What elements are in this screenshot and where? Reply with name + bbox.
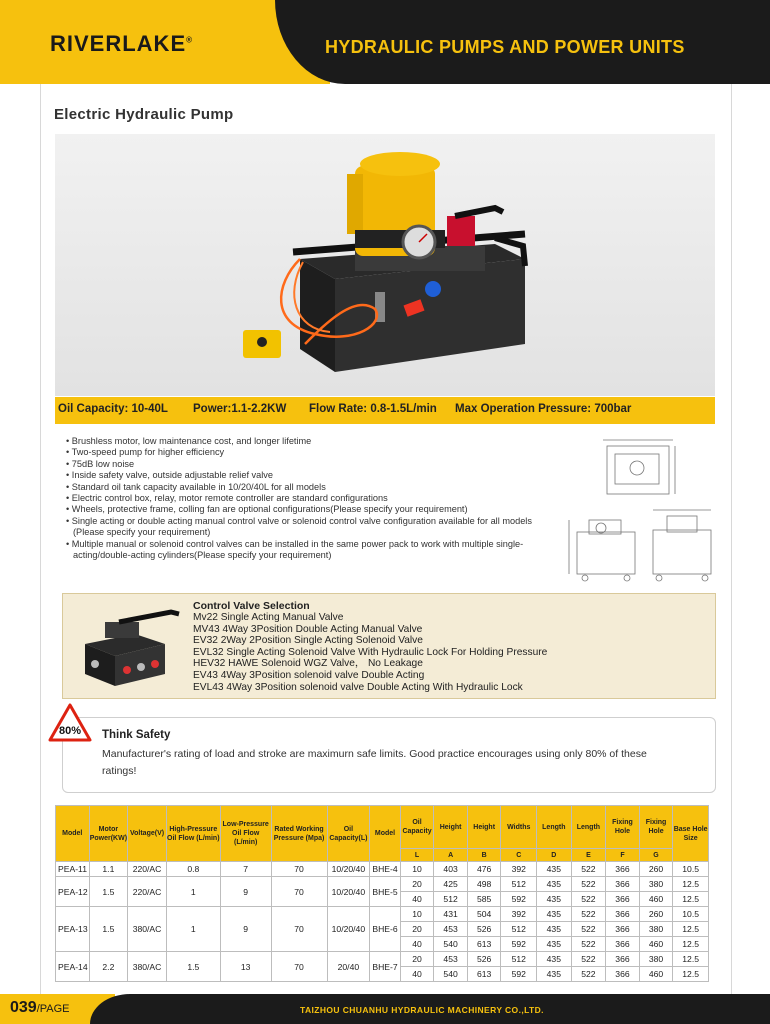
cell-dimension: 460 <box>639 892 673 907</box>
cell-dimension: 12.5 <box>673 922 709 937</box>
cell-dimension: 435 <box>537 952 572 967</box>
cell-dimension: 435 <box>537 877 572 892</box>
col-oil-capacity: Oil Capacity(L) <box>327 806 370 862</box>
cell-dimension: 613 <box>467 937 501 952</box>
cell-dimension: 540 <box>434 937 468 952</box>
cell-dimension: 366 <box>606 967 640 982</box>
cell-dimension: 403 <box>434 862 468 877</box>
specifications-table <box>55 805 709 982</box>
cell-tank-model: BHE-5 <box>370 877 401 907</box>
cell-dimension: 522 <box>571 862 606 877</box>
cell-dimension: 592 <box>501 937 537 952</box>
cell-dimension: 12.5 <box>673 967 709 982</box>
cell-dimension: 435 <box>537 892 572 907</box>
cell-dimension: 366 <box>606 892 640 907</box>
spec-bar <box>55 397 715 424</box>
cell-high: 1 <box>166 907 220 952</box>
letter-cell: D <box>537 849 572 862</box>
cell-tank-model: BHE-6 <box>370 907 401 952</box>
cell-dimension: 522 <box>571 877 606 892</box>
letter-cell: E <box>571 849 606 862</box>
valve-option: EV32 2Way 2Position Single Acting Solenoid Valve <box>193 635 423 647</box>
cell-dimension: 460 <box>639 967 673 982</box>
cell-dimension: 40 <box>400 967 434 982</box>
pump-illustration <box>55 134 715 396</box>
table-body <box>56 862 709 982</box>
col-low-pressure-flow: Low-Pressure Oil Flow (L/min) <box>220 806 271 862</box>
cell-dimension: 392 <box>501 862 537 877</box>
valve-option: EV43 4Way 3Position solenoid valve Double Acting <box>193 669 425 681</box>
letter-cell: L <box>400 849 434 862</box>
cell-dimension: 613 <box>467 967 501 982</box>
cell-dimension: 540 <box>434 967 468 982</box>
cell-dimension: 522 <box>571 937 606 952</box>
cell-motor: 1.5 <box>89 907 128 952</box>
table-row <box>56 862 709 877</box>
cell-motor: 1.1 <box>89 862 128 877</box>
cell-dimension: 592 <box>501 892 537 907</box>
cell-voltage: 220/AC <box>128 862 167 877</box>
cell-dimension: 366 <box>606 937 640 952</box>
dimension-drawings <box>555 432 720 592</box>
cell-dimension: 512 <box>501 877 537 892</box>
col-voltage: Voltage(V) <box>128 806 167 862</box>
safety-text: Manufacturer's rating of load and stroke are maximurn safe limits. Good practice encourages using only 80% of these ratings! <box>102 748 647 777</box>
page-number-value: 039 <box>10 999 37 1016</box>
cell-model: PEA-13 <box>56 907 90 952</box>
cell-pressure: 70 <box>271 907 327 952</box>
cell-pressure: 70 <box>271 862 327 877</box>
cell-dimension: 526 <box>467 922 501 937</box>
cell-low: 9 <box>220 877 271 907</box>
cell-dimension: 522 <box>571 907 606 922</box>
cell-dimension: 460 <box>639 937 673 952</box>
col-fixing-hole-f: Fixing Hole <box>606 806 640 849</box>
table-header-row <box>56 806 709 849</box>
safety-title: Think Safety <box>102 729 171 741</box>
col-height-a: Height <box>434 806 468 849</box>
cell-dimension: 435 <box>537 922 572 937</box>
cell-dimension: 392 <box>501 907 537 922</box>
cell-voltage: 380/AC <box>128 952 167 982</box>
cell-motor: 2.2 <box>89 952 128 982</box>
cell-dimension: 592 <box>501 967 537 982</box>
cell-dimension: 522 <box>571 967 606 982</box>
cell-dimension: 260 <box>639 907 673 922</box>
header-title: HYDRAULIC PUMPS AND POWER UNITS <box>325 37 685 57</box>
cell-dimension: 12.5 <box>673 877 709 892</box>
cell-dimension: 380 <box>639 922 673 937</box>
cell-dimension: 431 <box>434 907 468 922</box>
cell-dimension: 453 <box>434 922 468 937</box>
cell-dimension: 20 <box>400 922 434 937</box>
col-motor-power: Motor Power(KW) <box>89 806 128 862</box>
cell-capacity: 20/40 <box>327 952 370 982</box>
cell-dimension: 522 <box>571 952 606 967</box>
cell-dimension: 435 <box>537 862 572 877</box>
company-name: TAIZHOU CHUANHU HYDRAULIC MACHINERY CO.,LTD. <box>300 1005 544 1015</box>
cell-dimension: 366 <box>606 922 640 937</box>
cell-dimension: 10.5 <box>673 907 709 922</box>
col-base-hole-size: Base Hole Size <box>673 806 709 862</box>
cell-dimension: 10.5 <box>673 862 709 877</box>
cell-dimension: 526 <box>467 952 501 967</box>
cell-capacity: 10/20/40 <box>327 862 370 877</box>
table-row <box>56 877 709 892</box>
valve-option: EVL32 Single Acting Solenoid Valve With Hydraulic Lock For Holding Pressure <box>193 646 548 658</box>
spec-power: Power:1.1-2.2KW <box>193 403 287 415</box>
cell-motor: 1.5 <box>89 877 128 907</box>
cell-pressure: 70 <box>271 952 327 982</box>
cell-dimension: 10 <box>400 907 434 922</box>
table-row <box>56 907 709 922</box>
cell-model: PEA-12 <box>56 877 90 907</box>
cell-dimension: 366 <box>606 877 640 892</box>
cell-dimension: 12.5 <box>673 892 709 907</box>
letter-cell: G <box>639 849 673 862</box>
col-length-e: Length <box>571 806 606 849</box>
cell-dimension: 435 <box>537 967 572 982</box>
cell-dimension: 504 <box>467 907 501 922</box>
feature-item: • Multiple manual or solenoid control valves can be installed in the same power pack to work with multiple single-acting/double-acting cylinders(Please specify your requirement) <box>66 539 536 562</box>
col-rated-pressure: Rated Working Pressure (Mpa) <box>271 806 327 862</box>
letter-cell: F <box>606 849 640 862</box>
valve-option: MV43 4Way 3Position Double Acting Manual Valve <box>193 623 423 635</box>
col-high-pressure-flow: High-Pressure Oil Flow (L/min) <box>166 806 220 862</box>
col-oil-capacity-2: Oil Capacity <box>400 806 434 849</box>
page-number <box>10 999 70 1017</box>
registered-mark: ® <box>186 35 194 45</box>
valve-option: HEV32 HAWE Solenoid WGZ Valve， No Leakage <box>193 658 423 670</box>
cell-dimension: 476 <box>467 862 501 877</box>
spec-oil-capacity: Oil Capacity: 10-40L <box>58 403 168 415</box>
cell-tank-model: BHE-4 <box>370 862 401 877</box>
cell-dimension: 498 <box>467 877 501 892</box>
cell-tank-model: BHE-7 <box>370 952 401 982</box>
cell-model: PEA-14 <box>56 952 90 982</box>
letter-cell: A <box>434 849 468 862</box>
safety-badge-text: 80% <box>58 725 82 737</box>
spec-flow-rate: Flow Rate: 0.8-1.5L/min <box>309 403 437 415</box>
cell-voltage: 380/AC <box>128 907 167 952</box>
col-height-b: Height <box>467 806 501 849</box>
feature-item: • Two-speed pump for higher efficiency <box>66 447 536 458</box>
cell-model: PEA-11 <box>56 862 90 877</box>
cell-dimension: 20 <box>400 952 434 967</box>
valve-option: EVL43 4Way 3Position solenoid valve Double Acting With Hydraulic Lock <box>193 681 523 693</box>
cell-dimension: 12.5 <box>673 952 709 967</box>
cell-dimension: 380 <box>639 877 673 892</box>
feature-item: • 75dB low noise <box>66 459 536 470</box>
cell-dimension: 585 <box>467 892 501 907</box>
cell-dimension: 435 <box>537 907 572 922</box>
warning-triangle-icon <box>48 703 92 743</box>
cell-low: 13 <box>220 952 271 982</box>
cell-pressure: 70 <box>271 877 327 907</box>
page-suffix: /PAGE <box>36 1003 70 1015</box>
table-row <box>56 952 709 967</box>
col-model: Model <box>56 806 90 862</box>
spec-max-pressure: Max Operation Pressure: 700bar <box>455 403 632 415</box>
feature-item: • Electric control box, relay, motor remote controller are standard configurations <box>66 493 536 504</box>
cell-dimension: 425 <box>434 877 468 892</box>
cell-dimension: 366 <box>606 862 640 877</box>
cell-low: 9 <box>220 907 271 952</box>
feature-item: • Brushless motor, low maintenance cost, and longer lifetime <box>66 436 536 447</box>
cell-dimension: 512 <box>434 892 468 907</box>
cell-dimension: 512 <box>501 922 537 937</box>
cell-dimension: 20 <box>400 877 434 892</box>
cell-dimension: 435 <box>537 937 572 952</box>
cell-dimension: 522 <box>571 892 606 907</box>
feature-item: • Single acting or double acting manual control valve or solenoid control valve configuration available for all models (Please specify your requirement) <box>66 516 536 539</box>
col-width: Widths <box>501 806 537 849</box>
cell-low: 7 <box>220 862 271 877</box>
col-fixing-hole-g: Fixing Hole <box>639 806 673 849</box>
cell-dimension: 380 <box>639 952 673 967</box>
control-valve-title: Control Valve Selection <box>193 600 310 612</box>
feature-item: • Standard oil tank capacity available in 10/20/40L for all models <box>66 482 536 493</box>
cell-dimension: 453 <box>434 952 468 967</box>
valve-option: Mv22 Single Acting Manual Valve <box>193 612 344 623</box>
cell-dimension: 40 <box>400 892 434 907</box>
cell-dimension: 12.5 <box>673 937 709 952</box>
control-valve-list <box>193 612 547 693</box>
cell-voltage: 220/AC <box>128 877 167 907</box>
page-title: Electric Hydraulic Pump <box>54 106 234 123</box>
col-tank-model: Model <box>370 806 401 862</box>
cell-dimension: 40 <box>400 937 434 952</box>
feature-item: • Wheels, protective frame, colling fan are optional configurations(Please specify your requirement) <box>66 504 536 515</box>
feature-list <box>66 436 536 561</box>
brand-logo <box>50 31 193 57</box>
cell-dimension: 512 <box>501 952 537 967</box>
cell-dimension: 366 <box>606 952 640 967</box>
cell-dimension: 366 <box>606 907 640 922</box>
cell-dimension: 522 <box>571 922 606 937</box>
cell-capacity: 10/20/40 <box>327 907 370 952</box>
cell-high: 1 <box>166 877 220 907</box>
col-length-d: Length <box>537 806 572 849</box>
brand-name: RIVERLAKE <box>50 31 187 56</box>
feature-item: • Inside safety valve, outside adjustable relief valve <box>66 470 536 481</box>
cell-capacity: 10/20/40 <box>327 877 370 907</box>
cell-dimension: 10 <box>400 862 434 877</box>
control-valve-image <box>75 604 185 688</box>
letter-cell: B <box>467 849 501 862</box>
product-photo <box>55 134 715 396</box>
cell-high: 1.5 <box>166 952 220 982</box>
cell-high: 0.8 <box>166 862 220 877</box>
letter-cell: C <box>501 849 537 862</box>
cell-dimension: 260 <box>639 862 673 877</box>
